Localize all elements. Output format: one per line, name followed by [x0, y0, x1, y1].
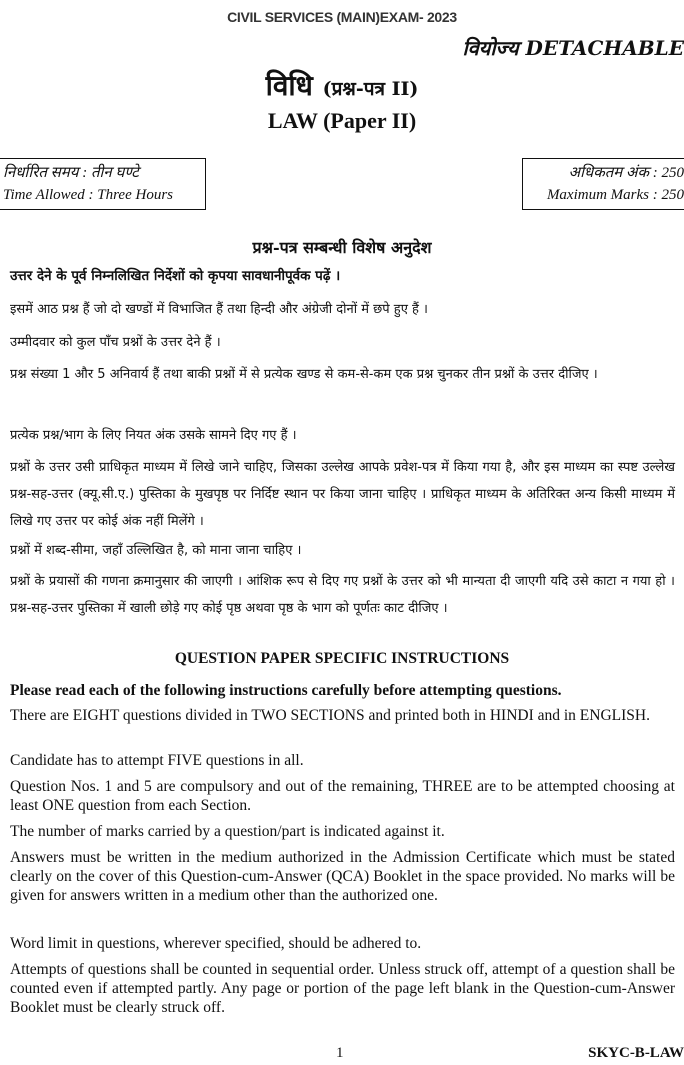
paper-title-hindi — [0, 66, 684, 104]
maximum-marks-hindi: अधिकतम अंक : 250 — [568, 165, 684, 181]
english-instruction-6: Word limit in questions, wherever specified, should be adhered to. — [10, 935, 422, 952]
english-instruction-1: There are EIGHT questions divided in TWO SECTIONS and printed both in HINDI and in ENGLISH. — [10, 707, 650, 724]
maximum-marks-box — [522, 158, 684, 210]
english-instruction-4: The number of marks carried by a question/part is indicated against it. — [10, 823, 445, 840]
page-number: 1 — [336, 1045, 344, 1061]
hindi-instruction-4: प्रत्येक प्रश्न/भाग के लिए नियत अंक उसके सामने दिए गए हैं । — [10, 428, 297, 443]
detachable-label: वियोज्य DETACHABLE — [462, 36, 684, 60]
hindi-instructions-intro: उत्तर देने के पूर्व निम्नलिखित निर्देशों को कृपया सावधानीपूर्वक पढ़ें । — [10, 268, 341, 284]
paper-code: SKYC-B-LAW — [588, 1045, 684, 1061]
hindi-instruction-1: इसमें आठ प्रश्न हैं जो दो खण्डों में विभाजित हैं तथा हिन्दी और अंग्रेजी दोनों में छपे हुए हैं । — [10, 302, 428, 317]
english-instruction-5: Answers must be written in the medium authorized in the Admission Certificate which must be stated clearly on the cover of this Question-cum-Answer (QCA) Booklet in the space provided. No marks will be given for answers written in a medium other than the authorized one. — [10, 849, 675, 904]
paper-title-hindi-paper: (प्रश्न-पत्र II) — [322, 78, 419, 100]
hindi-instruction-3: प्रश्न संख्या 1 और 5 अनिवार्य हैं तथा बाकी प्रश्नों में से प्रत्येक खण्ड से कम-से-कम एक प्रश्न चुनकर तीन प्रश्नों के उत्तर दीजिए । — [10, 367, 598, 382]
english-instructions-heading: QUESTION PAPER SPECIFIC INSTRUCTIONS — [174, 650, 510, 667]
english-instruction-7: Attempts of questions shall be counted in sequential order. Unless struck off, attempt of a question shall be counted even if attempted partly. Any page or portion of the page left blank in the Question-cum-Answer Booklet must be clearly struck off. — [10, 961, 675, 1016]
hindi-instruction-6: प्रश्नों में शब्द-सीमा, जहाँ उल्लिखित है, को माना जाना चाहिए । — [10, 543, 302, 558]
exam-header: CIVIL SERVICES (MAIN)EXAM- 2023 — [227, 9, 457, 25]
hindi-instruction-7: प्रश्नों के प्रयासों की गणना क्रमानुसार की जाएगी । आंशिक रूप से दिए गए प्रश्नों के उत्तर को भी मान्यता दी जाएगी यदि उसे काटा न गया हो । प्रश्न-सह-उत्तर पुस्तिका में खाली छोड़े गए कोई पृष्ठ अथवा पृष्ठ के भाग को पूर्णतः काट दीजिए । — [10, 574, 675, 616]
english-instruction-2: Candidate has to attempt FIVE questions in all. — [10, 752, 304, 769]
maximum-marks-english: Maximum Marks : 250 — [546, 187, 684, 203]
english-instructions-intro: Please read each of the following instructions carefully before attempting questions. — [10, 682, 562, 699]
paper-title-english: LAW (Paper II) — [267, 108, 417, 133]
hindi-instruction-2: उम्मीदवार को कुल पाँच प्रश्नों के उत्तर देने हैं । — [10, 335, 221, 350]
english-instruction-3: Question Nos. 1 and 5 are compulsory and out of the remaining, THREE are to be attempted choosing at least ONE question from each Section. — [10, 778, 675, 814]
time-allowed-box — [0, 158, 206, 210]
hindi-instructions-heading: प्रश्न-पत्र सम्बन्धी विशेष अनुदेश — [252, 238, 432, 257]
paper-title-hindi-main: विधि — [265, 69, 313, 102]
time-allowed-english: Time Allowed : Three Hours — [3, 187, 174, 203]
time-allowed-hindi: निर्धारित समय : तीन घण्टे — [3, 165, 139, 181]
hindi-instruction-5: प्रश्नों के उत्तर उसी प्राधिकृत माध्यम में लिखे जाने चाहिए, जिसका उल्लेख आपके प्रवेश-पत्र में किया गया है, और इस माध्यम का स्पष्ट उल्लेख प्रश्न-सह-उत्तर (क्यू.सी.ए.) पुस्तिका के मुखपृष्ठ पर निर्दिष्ट स्थान पर किया जाना चाहिए । प्राधिकृत माध्यम के अतिरिक्त अन्य किसी माध्यम में लिखे गए उत्तर पर कोई अंक नहीं मिलेंगे । — [10, 460, 675, 529]
